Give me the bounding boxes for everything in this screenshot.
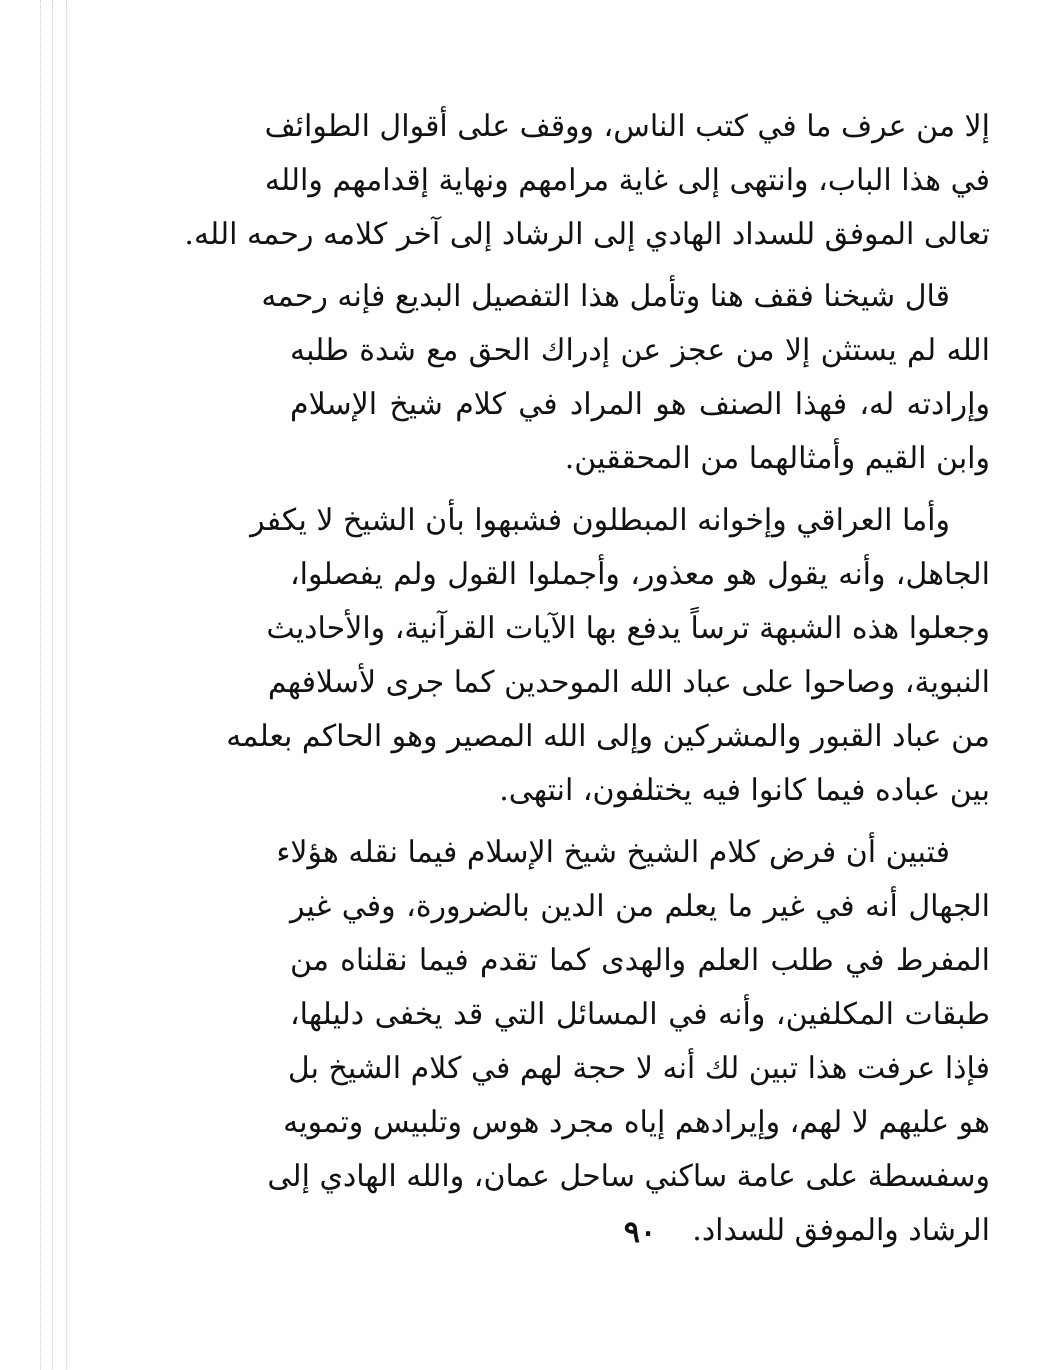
- paragraph-3: [226, 494, 990, 818]
- text-line: من عباد القبور والمشركين وإلى الله المصير وهو الحاكم بعلمه: [226, 719, 990, 754]
- text-line: الله لم يستثن إلا من عجز عن إدراك الحق مع شدة طلبه: [290, 333, 990, 368]
- text-line: طبقات المكلفين، وأنه في المسائل التي قد يخفى دليلها،: [290, 997, 990, 1032]
- text-line: المفرط في طلب العلم والهدى كما تقدم فيما نقلناه من: [290, 943, 990, 978]
- paragraph-1: [184, 100, 990, 262]
- text-line: فتبين أن فرض كلام الشيخ شيخ الإسلام فيما نقله هؤلاء: [276, 835, 950, 870]
- text-line: وسفسطة على عامة ساكني ساحل عمان، والله الهادي إلى: [267, 1159, 990, 1194]
- text-line: الرشاد والموفق للسداد.: [692, 1213, 990, 1248]
- page-number: ٩٠: [623, 1215, 657, 1250]
- text-line: وجعلوا هذه الشبهة ترساً يدفع بها الآيات القرآنية، والأحاديث: [266, 611, 990, 646]
- body-text: [184, 100, 990, 1266]
- scan-margin-marks: [40, 0, 80, 1370]
- text-line: قال شيخنا فقف هنا وتأمل هذا التفصيل البديع فإنه رحمه: [261, 279, 950, 314]
- paragraph-4: [267, 826, 990, 1258]
- text-line: وإرادته له، فهذا الصنف هو المراد في كلام شيخ الإسلام: [290, 387, 990, 422]
- text-line: الجهال أنه في غير ما يعلم من الدين بالضرورة، وفي غير: [290, 889, 990, 924]
- text-line: النبوية، وصاحوا على عباد الله الموحدين كما جرى لأسلافهم: [267, 665, 990, 700]
- text-line: وأما العراقي وإخوانه المبطلون فشبهوا بأن الشيخ لا يكفر: [250, 503, 950, 538]
- text-line: إلا من عرف ما في كتب الناس، ووقف على أقوال الطوائف: [264, 109, 990, 144]
- text-line: وابن القيم وأمثالهما من المحققين.: [564, 441, 990, 476]
- text-line: هو عليهم لا لهم، وإيرادهم إياه مجرد هوس وتلبيس وتمويه: [283, 1105, 990, 1140]
- paragraph-2: [261, 270, 990, 486]
- text-line: بين عباده فيما كانوا فيه يختلفون، انتهى.: [499, 773, 990, 808]
- text-line: الجاهل، وأنه يقول هو معذور، وأجملوا القول ولم يفصلوا،: [290, 557, 990, 592]
- text-line: فإذا عرفت هذا تبين لك أنه لا حجة لهم في كلام الشيخ بل: [287, 1051, 990, 1086]
- text-line: تعالى الموفق للسداد الهادي إلى الرشاد إلى آخر كلامه رحمه الله.: [184, 217, 990, 252]
- text-line: في هذا الباب، وانتهى إلى غاية مرامهم ونهاية إقدامهم والله: [264, 163, 990, 198]
